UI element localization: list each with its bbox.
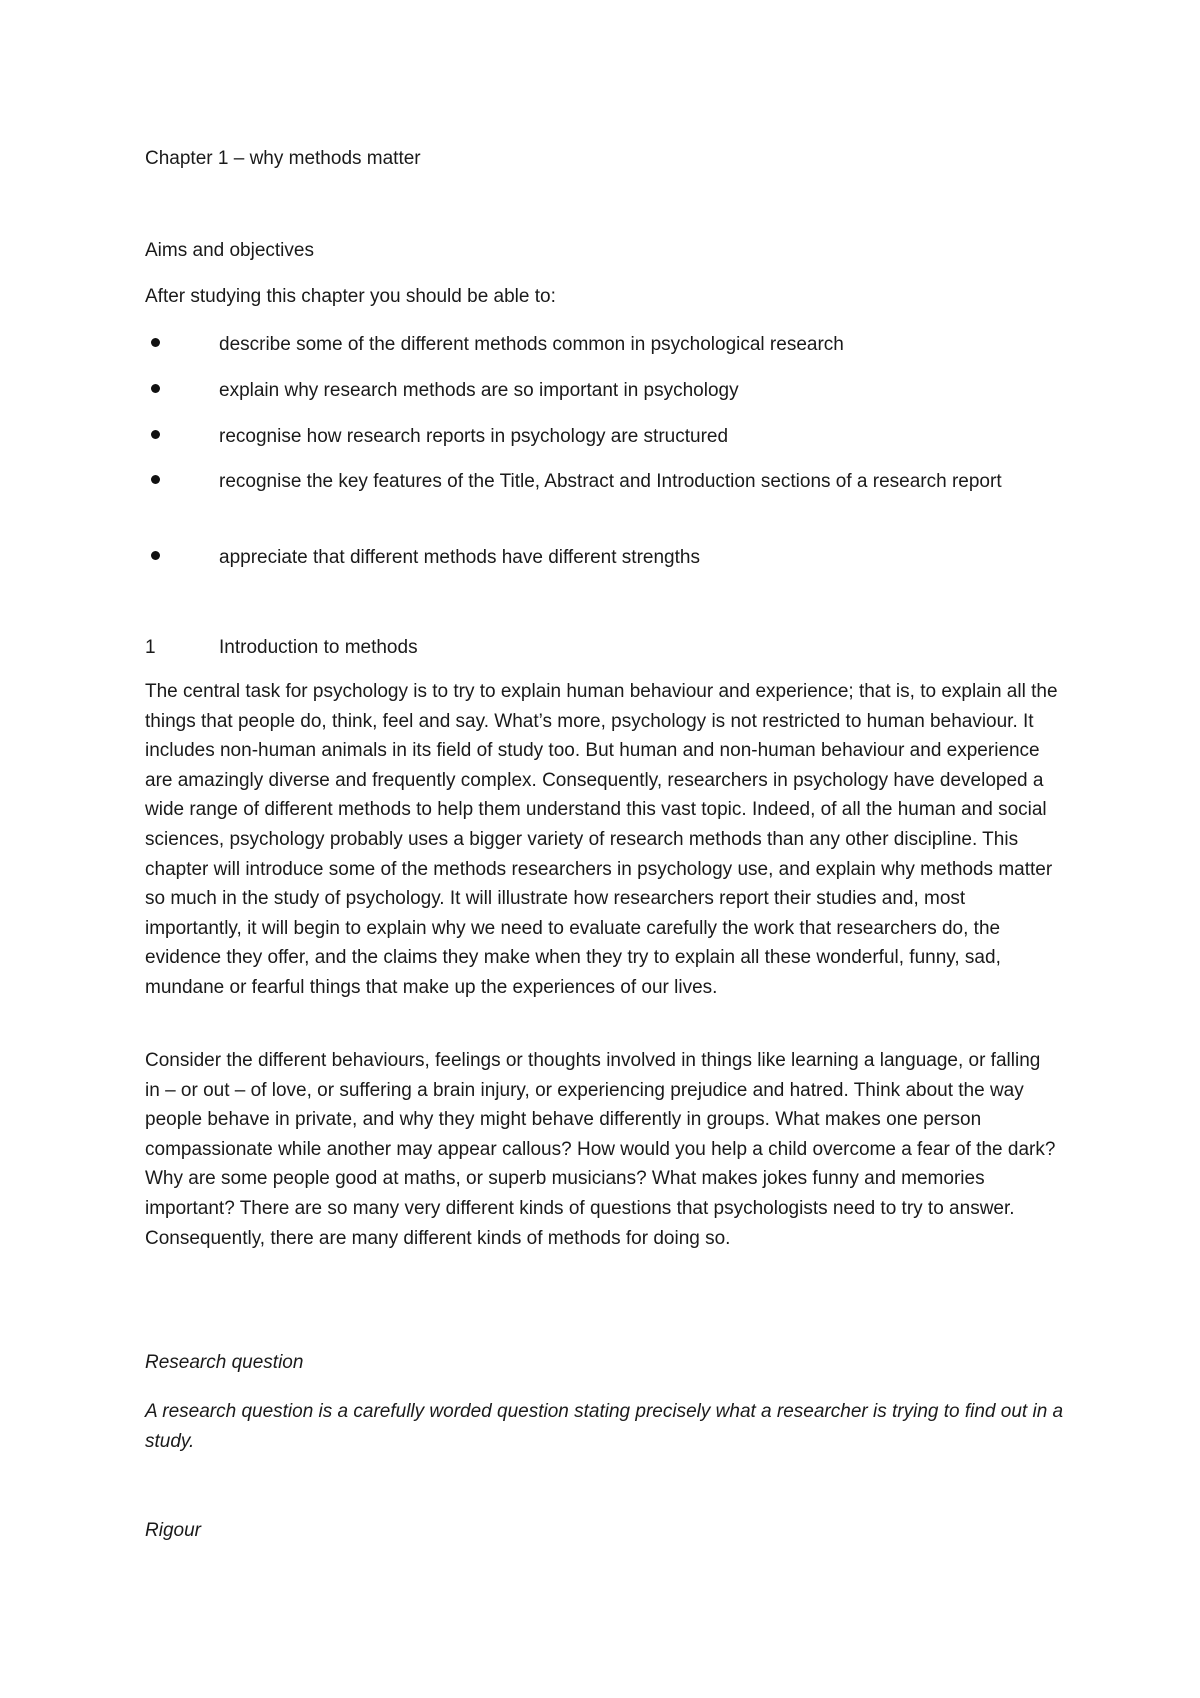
- objective-text: recognise the key features of the Title, Abstract and Introduction sections of a research report: [219, 471, 1002, 492]
- objective-list-item: [145, 376, 1045, 405]
- objective-text: explain why research methods are so important in psychology: [219, 380, 739, 401]
- glossary-term: Rigour: [145, 1520, 201, 1541]
- document-page: [145, 0, 1065, 1698]
- objective-text: describe some of the different methods common in psychological research: [219, 334, 844, 355]
- objective-list-item: [145, 543, 1045, 572]
- section-title: Introduction to methods: [219, 637, 418, 658]
- objective-text: appreciate that different methods have different strengths: [219, 547, 700, 568]
- bullet-icon: [151, 430, 160, 439]
- section-number: 1: [145, 637, 156, 658]
- objective-list-item: [145, 467, 1045, 496]
- objectives-intro: After studying this chapter you should be able to:: [145, 286, 556, 307]
- bullet-icon: [151, 384, 160, 393]
- bullet-icon: [151, 551, 160, 560]
- objective-list-item: [145, 422, 1045, 451]
- aims-heading: Aims and objectives: [145, 240, 314, 261]
- bullet-icon: [151, 338, 160, 347]
- bullet-icon: [151, 475, 160, 484]
- objective-text: recognise how research reports in psychology are structured: [219, 426, 729, 447]
- glossary-definition: A research question is a carefully worded question stating precisely what a researcher is trying to find out in a study.: [145, 1401, 1064, 1452]
- chapter-title: Chapter 1 – why methods matter: [145, 148, 421, 169]
- glossary-term: Research question: [145, 1352, 304, 1373]
- body-paragraph: Consider the different behaviours, feelings or thoughts involved in things like learning a language, or falling in – or out – of love, or suffering a brain injury, or experiencing prejudice and hatred. Think about the way people behave in private, and why they might behave differently in groups. What makes one person compassionate while another may appear callous? How would you help a child overcome a fear of the dark? Why are some people good at maths, or superb musicians? What makes jokes funny and memories important? There are so many very different kinds of questions that psychologists need to try to answer. Consequently, there are many different kinds of methods for doing so.: [145, 1050, 1056, 1249]
- objective-list-item: [145, 330, 1045, 359]
- body-paragraph: The central task for psychology is to try to explain human behaviour and experience; that is, to explain all the things that people do, think, feel and say. What’s more, psychology is not restricted to human behaviour. It includes non-human animals in its field of study too. But human and non-human behaviour and experience are amazingly diverse and frequently complex. Consequently, researchers in psychology have developed a wide range of different methods to help them understand this vast topic. Indeed, of all the human and social sciences, psychology probably uses a bigger variety of research methods than any other discipline. This chapter will introduce some of the methods researchers in psychology use, and explain why methods matter so much in the study of psychology. It will illustrate how researchers report their studies and, most importantly, it will begin to explain why we need to evaluate carefully the work that researchers do, the evidence they offer, and the claims they make when they try to explain all these wonderful, funny, sad, mundane or fearful things that make up the experiences of our lives.: [145, 681, 1058, 998]
